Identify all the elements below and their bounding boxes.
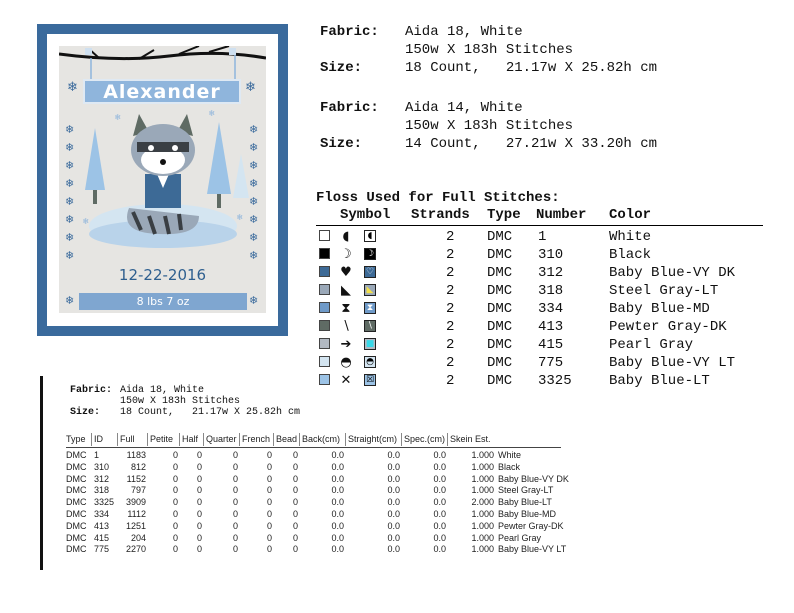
- summary-table-cell: 1.000: [471, 485, 494, 496]
- snowflake-icon: ❄: [249, 231, 259, 244]
- snowflake-icon: ❄: [67, 80, 78, 95]
- stitch-symbol-box-icon: ☒: [365, 375, 375, 385]
- summary-table-cell: 0: [232, 532, 238, 543]
- summary-table-cell: 0.0: [331, 497, 344, 508]
- snowflake-icon: ❄: [249, 195, 259, 208]
- floss-color-name: Baby Blue-LT: [609, 373, 710, 389]
- summary-table-cell: 1251: [125, 520, 146, 531]
- summary-table-cell: 318: [94, 485, 110, 496]
- floss-type: DMC: [487, 247, 513, 263]
- summary-table-cell: 0: [232, 461, 238, 472]
- summary-table-cell: DMC: [66, 450, 87, 460]
- floss-strands: 2: [446, 355, 455, 371]
- floss-row: [316, 354, 776, 372]
- summary-table-cell: 0: [172, 450, 178, 460]
- summary-table-cell: 0.0: [387, 520, 400, 531]
- size-value: 14 Count, 27.21w X 33.20h cm: [405, 136, 658, 152]
- summary-table-row: [66, 450, 576, 462]
- summary-table-cell: 413: [94, 520, 110, 531]
- stitch-symbol-box-icon: ◖: [364, 230, 376, 242]
- size-label: Size:: [320, 60, 363, 76]
- floss-color-name: Baby Blue-MD: [609, 301, 710, 317]
- snowflake-icon: ❄: [65, 249, 75, 262]
- birth-weight: 8 lbs 7 oz: [136, 295, 190, 308]
- summary-table-cell: 0: [266, 520, 272, 531]
- fabric-value: Aida 18, White: [405, 24, 523, 40]
- summary-table-cell: 0: [266, 450, 272, 460]
- floss-row: [316, 318, 776, 336]
- column-separator: [91, 433, 92, 446]
- summary-table-cell: 0.0: [387, 461, 400, 472]
- summary-table-cell: 0: [172, 485, 178, 496]
- summary-size-label: Size:: [70, 407, 101, 418]
- summary-table-cell: 334: [94, 509, 110, 519]
- baby-name: Alexander: [103, 80, 221, 103]
- summary-table-cell: 1112: [127, 509, 146, 519]
- summary-table-cell: 0.0: [387, 544, 400, 555]
- summary-table-cell: 0: [266, 473, 272, 484]
- summary-table-cell: 0.0: [331, 461, 344, 472]
- birth-date: 12-22-2016: [118, 266, 207, 284]
- summary-table-cell: DMC: [66, 532, 87, 543]
- summary-table-cell: 0.0: [387, 497, 400, 508]
- column-separator: [203, 433, 204, 446]
- snowflake-icon: ❄: [249, 249, 259, 262]
- stitch-symbol-box-icon: ⧗: [364, 302, 376, 314]
- summary-table-cell: 0: [232, 509, 238, 519]
- floss-number: 775: [538, 355, 564, 371]
- svg-text:❄: ❄: [237, 213, 243, 223]
- snowflake-icon: ❄: [249, 141, 259, 154]
- stitch-symbol-box-icon: ♡: [365, 267, 375, 277]
- summary-table-cell: 0: [292, 450, 298, 460]
- summary-table-cell: 0.0: [387, 473, 400, 484]
- floss-number: 334: [538, 301, 564, 317]
- summary-table-cell: 0: [292, 485, 298, 496]
- summary-table-cell: 1.000: [471, 509, 494, 519]
- summary-table-cell: Baby Blue-LT: [498, 497, 552, 508]
- summary-column-header: Bead: [276, 434, 298, 444]
- floss-type: DMC: [487, 373, 513, 389]
- summary-table-cell: 0: [172, 520, 178, 531]
- pattern-preview-frame: [37, 24, 288, 336]
- summary-table-cell: 0.0: [433, 473, 446, 484]
- snowflake-icon: ❄: [65, 123, 75, 136]
- summary-table-cell: 0.0: [331, 473, 344, 484]
- summary-table-row: [66, 497, 576, 509]
- stitch-symbol-icon: ♥: [340, 265, 352, 280]
- summary-table-cell: 0: [292, 497, 298, 508]
- summary-column-header: Quarter: [206, 434, 237, 444]
- summary-table-cell: 797: [130, 485, 146, 496]
- summary-table-row: [66, 462, 576, 474]
- snowflake-icon: ❄: [249, 159, 259, 172]
- snowflake-icon: ❄: [249, 213, 259, 226]
- stitch-symbol-box-icon: ☽: [365, 249, 375, 259]
- summary-table-cell: 0.0: [331, 532, 344, 543]
- floss-type: DMC: [487, 301, 513, 317]
- column-separator: [299, 433, 300, 446]
- snowflake-icon: ❄: [65, 231, 75, 244]
- summary-table-cell: 1.000: [471, 520, 494, 531]
- summary-table-cell: 3909: [125, 497, 146, 508]
- summary-table-cell: 0: [292, 532, 298, 543]
- floss-strands: 2: [446, 337, 455, 353]
- summary-table-cell: 312: [94, 473, 110, 484]
- snowflake-icon: ❄: [249, 294, 259, 307]
- summary-table-cell: Steel Gray-LT: [498, 485, 554, 496]
- summary-table-cell: 1.000: [471, 544, 494, 555]
- summary-table-cell: DMC: [66, 485, 87, 496]
- column-separator: [447, 433, 448, 446]
- summary-table-cell: 0.0: [433, 450, 446, 460]
- summary-divider: [40, 376, 43, 570]
- snowflake-icon: ❄: [65, 177, 75, 190]
- stitch-symbol-icon: ◓: [340, 355, 352, 370]
- summary-table-cell: 0: [196, 532, 202, 543]
- floss-header-type: Type: [487, 207, 521, 223]
- summary-column-header: Skein Est.: [450, 434, 491, 444]
- summary-table-cell: 0: [172, 509, 178, 519]
- floss-type: DMC: [487, 355, 513, 371]
- summary-table-cell: Baby Blue-VY LT: [498, 544, 567, 555]
- summary-table-cell: 1183: [126, 450, 146, 460]
- color-swatch: [319, 338, 330, 349]
- stitch-symbol-box-icon: ■: [365, 339, 375, 349]
- color-swatch: [319, 266, 330, 277]
- summary-table-cell: 3325: [94, 497, 115, 508]
- summary-column-header: Full: [120, 434, 135, 444]
- summary-table-cell: 415: [94, 532, 110, 543]
- floss-color-name: Baby Blue-VY DK: [609, 265, 736, 281]
- floss-type: DMC: [487, 337, 513, 353]
- summary-table-cell: 1.000: [471, 461, 494, 472]
- floss-strands: 2: [446, 229, 455, 245]
- floss-color-name: Baby Blue-VY LT: [609, 355, 736, 371]
- svg-text:❄: ❄: [115, 113, 121, 123]
- column-separator: [239, 433, 240, 446]
- stitch-symbol-icon: ∖: [341, 319, 351, 334]
- pattern-preview-image: [59, 46, 266, 313]
- color-swatch: [319, 320, 330, 331]
- summary-table-cell: DMC: [66, 520, 87, 531]
- summary-table-cell: 204: [130, 532, 146, 543]
- summary-table-cell: DMC: [66, 509, 87, 519]
- floss-color-name: Pearl Gray: [609, 337, 694, 353]
- summary-table-cell: 0: [232, 450, 238, 460]
- summary-table-cell: 2.000: [471, 497, 494, 508]
- stitch-symbol-icon: ◣: [341, 283, 351, 298]
- summary-table-row: [66, 533, 576, 545]
- column-separator: [401, 433, 402, 446]
- snowflake-icon: ❄: [65, 159, 75, 172]
- stitch-symbol-icon: ☽: [340, 247, 352, 262]
- floss-color-name: Pewter Gray-DK: [609, 319, 727, 335]
- summary-stitch-count: 150w X 183h Stitches: [120, 396, 241, 407]
- stitch-symbol-icon: ⧗: [341, 301, 351, 316]
- summary-table-cell: 0: [172, 473, 178, 484]
- color-swatch: [319, 230, 330, 241]
- summary-table-cell: 0.0: [433, 485, 446, 496]
- summary-table-cell: 0.0: [331, 509, 344, 519]
- snowflake-icon: ❄: [249, 177, 259, 190]
- summary-table-cell: 0: [266, 544, 272, 555]
- summary-table-cell: 0: [266, 509, 272, 519]
- size-value: 18 Count, 21.17w X 25.82h cm: [405, 60, 658, 76]
- stitch-symbol-icon: ➔: [340, 337, 352, 352]
- floss-title: Floss Used for Full Stitches:: [316, 190, 560, 206]
- svg-text:❄: ❄: [83, 217, 89, 227]
- fabric-label: Fabric:: [320, 24, 379, 40]
- floss-strands: 2: [446, 301, 455, 317]
- color-swatch: [319, 284, 330, 295]
- summary-table-cell: 0.0: [331, 544, 344, 555]
- color-swatch: [319, 356, 330, 367]
- summary-table-cell: 0.0: [387, 532, 400, 543]
- floss-number: 310: [538, 247, 564, 263]
- summary-column-header: French: [242, 434, 271, 444]
- summary-table-cell: Pearl Gray: [498, 532, 542, 543]
- summary-column-header: Spec.(cm): [404, 434, 446, 444]
- fabric-value: Aida 14, White: [405, 100, 523, 116]
- snowflake-icon: ❄: [65, 195, 75, 208]
- summary-table-cell: 1: [94, 450, 100, 460]
- floss-row: [316, 336, 776, 354]
- column-separator: [117, 433, 118, 446]
- summary-table-cell: DMC: [66, 473, 87, 484]
- floss-header-color: Color: [609, 207, 652, 223]
- floss-number: 413: [538, 319, 564, 335]
- summary-table-cell: Pewter Gray-DK: [498, 520, 564, 531]
- summary-table-cell: 0.0: [433, 544, 446, 555]
- tree-icon: [85, 128, 105, 190]
- summary-table-cell: 0.0: [331, 520, 344, 531]
- floss-strands: 2: [446, 283, 455, 299]
- summary-table-cell: 1.000: [471, 450, 494, 460]
- tree-icon: [207, 122, 231, 194]
- stitch-symbol-icon: ✕: [340, 373, 352, 388]
- floss-number: 312: [538, 265, 564, 281]
- summary-table-row: [66, 485, 576, 497]
- summary-table-cell: 0.0: [331, 485, 344, 496]
- floss-type: DMC: [487, 283, 513, 299]
- stitch-symbol-box-icon: ◓: [364, 356, 376, 368]
- raccoon-scene: [59, 108, 266, 258]
- snowflake-icon: ❄: [65, 213, 75, 226]
- floss-strands: 2: [446, 265, 455, 281]
- summary-table-cell: 0: [232, 497, 238, 508]
- summary-table-cell: 0: [196, 473, 202, 484]
- size-label: Size:: [320, 136, 363, 152]
- summary-table-cell: DMC: [66, 544, 87, 555]
- summary-table-cell: 0.0: [433, 509, 446, 519]
- floss-number: 1: [538, 229, 547, 245]
- summary-column-header: Type: [66, 434, 86, 444]
- stitch-symbol-box-icon: ◣: [364, 284, 376, 296]
- summary-table-cell: 0: [232, 485, 238, 496]
- floss-header-divider: [316, 225, 763, 226]
- snowflake-icon: ❄: [65, 294, 75, 307]
- summary-table-cell: 0: [196, 497, 202, 508]
- summary-table-cell: 0.0: [331, 450, 344, 460]
- summary-table-cell: 0: [172, 497, 178, 508]
- floss-header-symbol: Symbol: [340, 207, 391, 223]
- floss-color-name: White: [609, 229, 652, 245]
- snowflake-icon: ❄: [65, 141, 75, 154]
- summary-column-header: ID: [94, 434, 103, 444]
- floss-type: DMC: [487, 229, 513, 245]
- summary-table-row: [66, 474, 576, 486]
- summary-table-cell: 0: [292, 473, 298, 484]
- summary-table-cell: 0: [196, 461, 202, 472]
- floss-row: [316, 264, 776, 282]
- summary-table-cell: 0: [196, 509, 202, 519]
- column-separator: [273, 433, 274, 446]
- fabric-label: Fabric:: [320, 100, 379, 116]
- summary-table-cell: 0.0: [433, 461, 446, 472]
- summary-table-cell: 1152: [126, 473, 146, 484]
- snowflake-icon: ❄: [249, 123, 259, 136]
- summary-table-cell: 0.0: [387, 485, 400, 496]
- floss-type: DMC: [487, 319, 513, 335]
- summary-table-cell: 1.000: [471, 473, 494, 484]
- floss-color-name: Black: [609, 247, 652, 263]
- summary-table-cell: DMC: [66, 497, 87, 508]
- summary-table-cell: 0: [196, 485, 202, 496]
- summary-table-cell: Baby Blue-MD: [498, 509, 557, 519]
- floss-row: [316, 246, 776, 264]
- color-swatch: [319, 302, 330, 313]
- preview-mat: [47, 34, 278, 326]
- stitch-symbol-box-icon: ∖: [364, 320, 376, 332]
- stitch-count: 150w X 183h Stitches: [405, 42, 574, 58]
- birth-weight-banner: [79, 293, 247, 310]
- summary-table-cell: DMC: [66, 461, 87, 472]
- summary-table-cell: 2270: [125, 544, 146, 555]
- summary-header-divider: [66, 447, 561, 448]
- summary-table-cell: 0: [232, 473, 238, 484]
- summary-table-cell: 0: [172, 532, 178, 543]
- summary-table-cell: Black: [498, 461, 521, 472]
- column-separator: [179, 433, 180, 446]
- floss-color-name: Steel Gray-LT: [609, 283, 719, 299]
- color-swatch: [319, 374, 330, 385]
- summary-table-cell: 0: [266, 485, 272, 496]
- summary-table-row: [66, 509, 576, 521]
- floss-number: 318: [538, 283, 564, 299]
- summary-table-row: [66, 544, 576, 556]
- summary-table-cell: 0: [172, 544, 178, 555]
- summary-table-cell: 0: [196, 450, 202, 460]
- summary-table-cell: 0: [232, 520, 238, 531]
- floss-type: DMC: [487, 265, 513, 281]
- summary-table-cell: 1.000: [471, 532, 494, 543]
- summary-table-cell: 0.0: [433, 497, 446, 508]
- svg-text:❄: ❄: [209, 109, 215, 119]
- floss-header-strands: Strands: [411, 207, 470, 223]
- summary-table-cell: 0.0: [387, 509, 400, 519]
- floss-row: [316, 300, 776, 318]
- floss-strands: 2: [446, 319, 455, 335]
- summary-table-cell: 0.0: [433, 520, 446, 531]
- summary-table-cell: 0: [196, 544, 202, 555]
- floss-number: 415: [538, 337, 564, 353]
- summary-table-cell: 310: [94, 461, 110, 472]
- summary-table-cell: 0: [266, 497, 272, 508]
- summary-size-value: 18 Count, 21.17w X 25.82h cm: [120, 407, 301, 418]
- summary-table-cell: 0: [292, 520, 298, 531]
- column-separator: [147, 433, 148, 446]
- summary-table-cell: 0: [266, 461, 272, 472]
- summary-table-cell: 775: [94, 544, 110, 555]
- summary-table-cell: 0: [292, 544, 298, 555]
- baby-name-banner: [83, 79, 241, 104]
- floss-header-number: Number: [536, 207, 587, 223]
- summary-table-cell: 0: [196, 520, 202, 531]
- summary-fabric-value: Aida 18, White: [120, 385, 205, 396]
- color-swatch: [319, 248, 330, 259]
- summary-table-cell: Baby Blue-VY DK: [498, 473, 569, 484]
- summary-column-header: Straight(cm): [348, 434, 398, 444]
- summary-table-cell: 0: [266, 532, 272, 543]
- summary-column-header: Petite: [150, 434, 174, 444]
- summary-table-cell: 0.0: [433, 532, 446, 543]
- stitch-symbol-icon: ◖: [342, 229, 350, 244]
- summary-table-cell: 0: [232, 544, 238, 555]
- floss-strands: 2: [446, 373, 455, 389]
- summary-fabric-label: Fabric:: [70, 385, 113, 396]
- summary-column-header: Back(cm): [302, 434, 340, 444]
- stitch-count: 150w X 183h Stitches: [405, 118, 574, 134]
- summary-table-cell: 0.0: [387, 450, 400, 460]
- summary-column-header: Half: [182, 434, 199, 444]
- summary-table-cell: 0: [172, 461, 178, 472]
- summary-table-cell: 812: [130, 461, 146, 472]
- floss-number: 3325: [538, 373, 572, 389]
- floss-row: [316, 372, 776, 390]
- column-separator: [345, 433, 346, 446]
- floss-row: [316, 228, 776, 246]
- floss-strands: 2: [446, 247, 455, 263]
- snowflake-icon: ❄: [245, 80, 256, 95]
- summary-table-cell: 0: [292, 509, 298, 519]
- floss-row: [316, 282, 776, 300]
- summary-table-row: [66, 521, 576, 533]
- summary-table-cell: White: [498, 450, 522, 460]
- summary-table-cell: 0: [292, 461, 298, 472]
